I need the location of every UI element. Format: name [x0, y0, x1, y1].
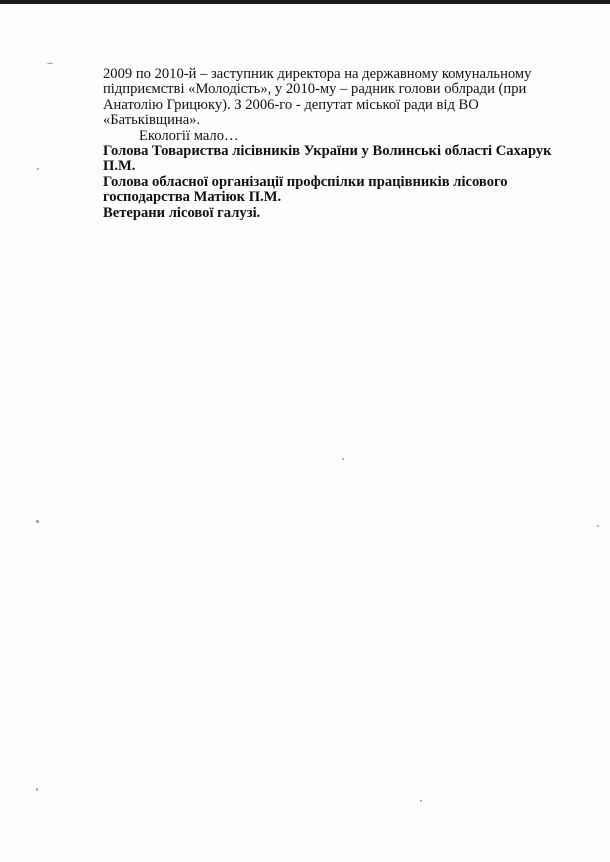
document-body [103, 67, 573, 221]
scan-top-edge [0, 0, 610, 4]
ecology-paragraph: Екології мало… [139, 127, 239, 144]
scan-speck [47, 63, 53, 64]
forestry-veterans: Ветерани лісової галузі. [103, 204, 261, 221]
scan-speck [36, 520, 39, 523]
scan-speck [36, 788, 38, 791]
foresters-society-head: Голова Товариства лісівників України у Волинські області Сахарук П.М. [103, 143, 552, 175]
scan-speck [597, 525, 599, 527]
scan-speck [420, 800, 422, 802]
trade-union-head: Голова обласної організації профспілки працівників лісового господарства Матіюк П.М. [103, 173, 508, 206]
scan-speck [37, 168, 39, 170]
biography-paragraph: 2009 по 2010-й – заступник директора на державному комунальному підприємстві «Молодість», у 2010-му – радник голови облради (при Анатолію Грицюку). З 2006-го - депутат міської ради від ВО «Батьківщина». [103, 66, 532, 129]
scan-speck [342, 458, 344, 460]
